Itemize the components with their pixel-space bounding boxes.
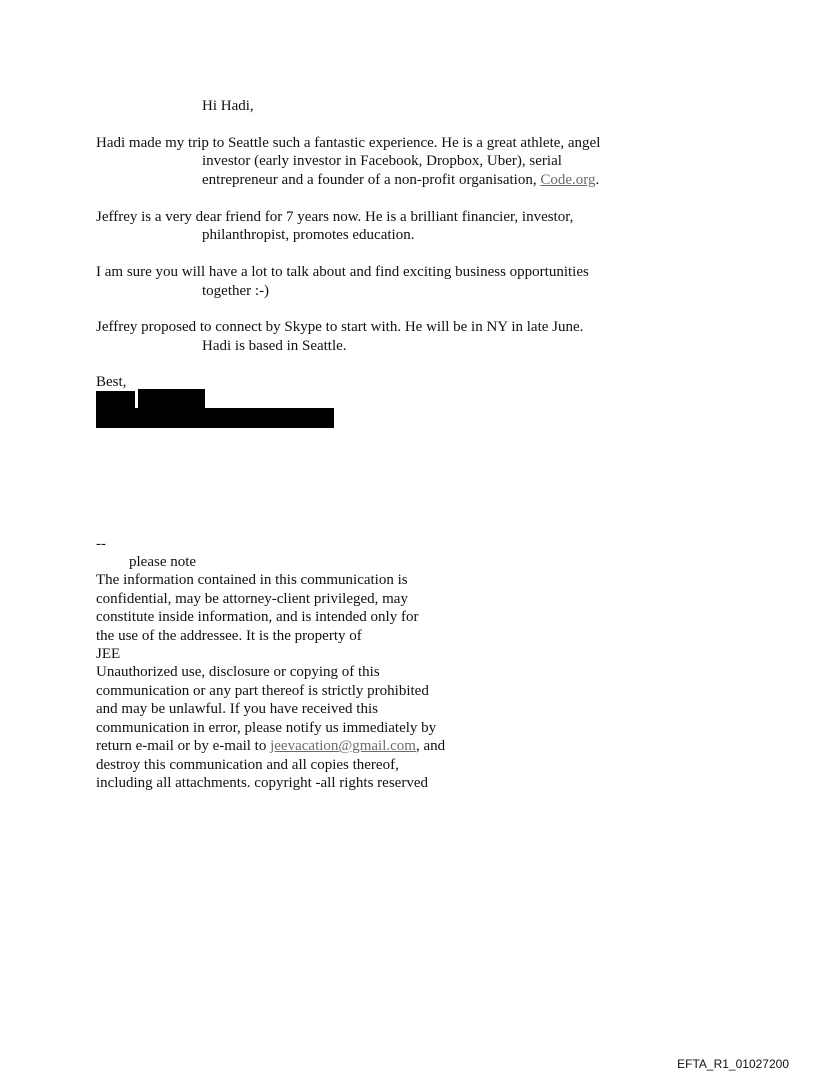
para2-line2: philanthropist, promotes education.: [202, 227, 415, 243]
disclaimer-line: Unauthorized use, disclosure or copying of this: [96, 664, 380, 680]
disclaimer-line: confidential, may be attorney-client privileged, may: [96, 591, 408, 607]
disclaimer-line: The information contained in this communication is: [96, 572, 408, 588]
email-line-prefix: return e-mail or by e-mail to: [96, 738, 271, 754]
redaction-block: [96, 408, 334, 428]
disclaimer-line: communication in error, please notify us immediately by: [96, 720, 437, 736]
para4-line1: Jeffrey proposed to connect by Skype to start with. He will be in NY in late June.: [96, 319, 584, 335]
para1-line3-end: .: [595, 172, 600, 188]
greeting: Hi Hadi,: [202, 98, 254, 114]
para3-line2: together :-): [202, 283, 270, 299]
document-id: EFTA_R1_01027200: [677, 1057, 789, 1071]
disclaimer-line: JEE: [96, 646, 121, 662]
para1-line1: Hadi made my trip to Seattle such a fantastic experience. He is a great athlete, angel: [96, 135, 601, 151]
email-line-suffix: , and: [415, 738, 446, 754]
disclaimer-email-line: [96, 737, 445, 755]
closing: Best,: [96, 374, 127, 390]
signature-separator: --: [96, 536, 106, 552]
disclaimer-line: and may be unlawful. If you have received this: [96, 701, 378, 717]
para2-line1: Jeffrey is a very dear friend for 7 years now. He is a brilliant financier, investor,: [96, 209, 574, 225]
para1-line2: investor (early investor in Facebook, Dropbox, Uber), serial: [202, 153, 562, 169]
redaction-block: [138, 389, 205, 410]
code-org-link[interactable]: Code.org: [540, 172, 596, 188]
disclaimer-line: constitute inside information, and is intended only for: [96, 609, 419, 625]
para1-line3-text: entrepreneur and a founder of a non-profit organisation,: [202, 172, 541, 188]
para3-line1: I am sure you will have a lot to talk about and find exciting business opportunities: [96, 264, 589, 280]
disclaimer-line: communication or any part thereof is strictly prohibited: [96, 683, 429, 699]
para1-line3: [202, 171, 599, 189]
disclaimer-line: the use of the addressee. It is the property of: [96, 628, 362, 644]
para4-line2: Hadi is based in Seattle.: [202, 338, 347, 354]
disclaimer-line: including all attachments. copyright -all rights reserved: [96, 775, 428, 791]
email-link[interactable]: jeevacation@gmail.com: [270, 738, 416, 754]
note-heading: please note: [129, 554, 197, 570]
disclaimer-line: destroy this communication and all copies thereof,: [96, 757, 399, 773]
